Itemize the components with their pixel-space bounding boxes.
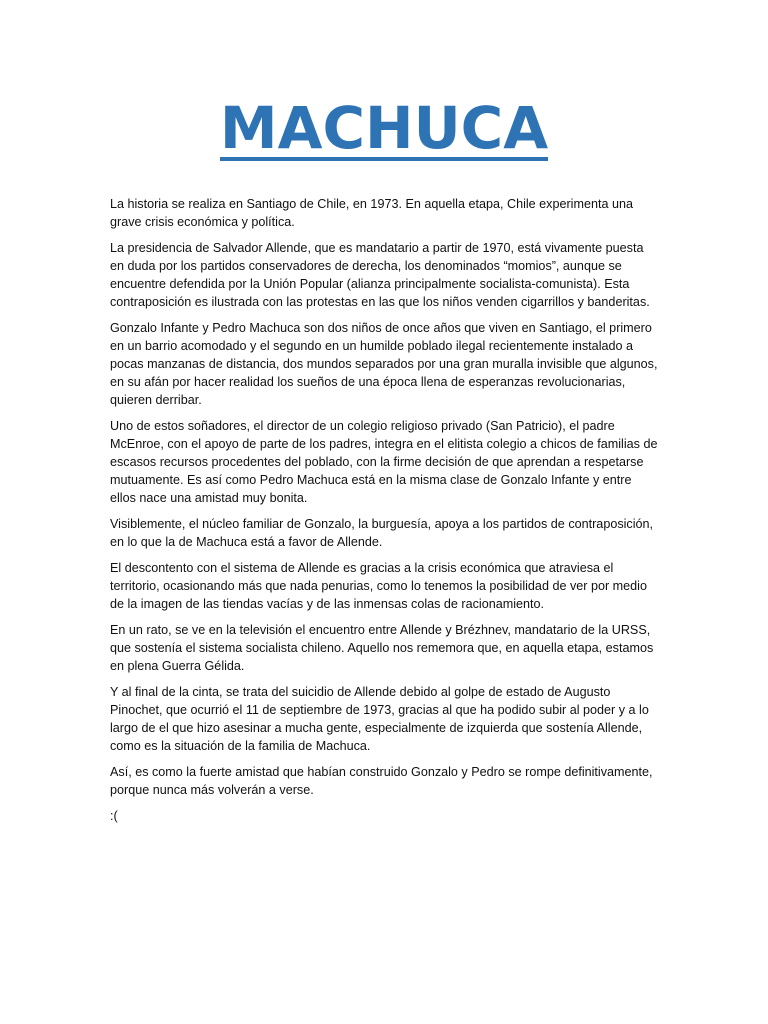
paragraph: En un rato, se ve en la televisión el encuentro entre Allende y Brézhnev, mandatario de la URSS, que sostenía el sistema socialista chileno. Aquello nos rememora que, en aquella etapa, estamos en plena Guerra Gélida. bbox=[110, 623, 654, 673]
paragraph: Y al final de la cinta, se trata del suicidio de Allende debido al golpe de estado de Augusto Pinochet, que ocurrió el 11 de septiembre de 1973, gracias al que ha podido subir al poder y a lo largo de el que hizo asesinar a mucha gente, especialmente de izquierda que sostenía Allende, como es la situación de la familia de Machuca. bbox=[110, 685, 649, 753]
document-title: MACHUCA bbox=[219, 94, 549, 162]
document-body bbox=[110, 195, 660, 833]
paragraph: Visiblemente, el núcleo familiar de Gonzalo, la burguesía, apoya a los partidos de contraposición, en lo que la de Machuca está a favor de Allende. bbox=[110, 517, 654, 549]
paragraph: Gonzalo Infante y Pedro Machuca son dos niños de once años que viven en Santiago, el primero en un barrio acomodado y el segundo en un humilde poblado ilegal recientemente instalado a pocas manzanas de distancia, dos mundos separados por una gran muralla invisible que algunos, en su afán por hacer realidad los sueños de una época llena de esperanzas revolucionarias, quieren derribar. bbox=[110, 321, 658, 407]
paragraph: :( bbox=[110, 809, 118, 823]
paragraph: Uno de estos soñadores, el director de un colegio religioso privado (San Patricio), el padre McEnroe, con el apoyo de parte de los padres, integra en el elitista colegio a chicos de familias de escasos recursos procedentes del poblado, con la firme decisión de que aprendan a respetarse mutuamente. Es así como Pedro Machuca está en la misma clase de Gonzalo Infante y entre ellos nace una amistad muy bonita. bbox=[110, 419, 658, 505]
paragraph: La presidencia de Salvador Allende, que es mandatario a partir de 1970, está vivamente puesta en duda por los partidos conservadores de derecha, los denominados “momios”, aunque se encuentre defendida por la Unión Popular (alianza principalmente socialista-comunista). Esta contraposición es ilustrada con las protestas en las que los niños venden cigarrillos y banderitas. bbox=[110, 241, 650, 309]
paragraph: La historia se realiza en Santiago de Chile, en 1973. En aquella etapa, Chile experimenta una grave crisis económica y política. bbox=[110, 197, 633, 229]
paragraph: Así, es como la fuerte amistad que habían construido Gonzalo y Pedro se rompe definitivamente, porque nunca más volverán a verse. bbox=[110, 765, 653, 797]
document-title-container bbox=[0, 96, 768, 161]
paragraph: El descontento con el sistema de Allende es gracias a la crisis económica que atraviesa el territorio, ocasionando más que nada penurias, como lo tenemos la posibilidad de ver por medio de la imagen de las tiendas vacías y de las inmensas colas de racionamiento. bbox=[110, 561, 647, 611]
